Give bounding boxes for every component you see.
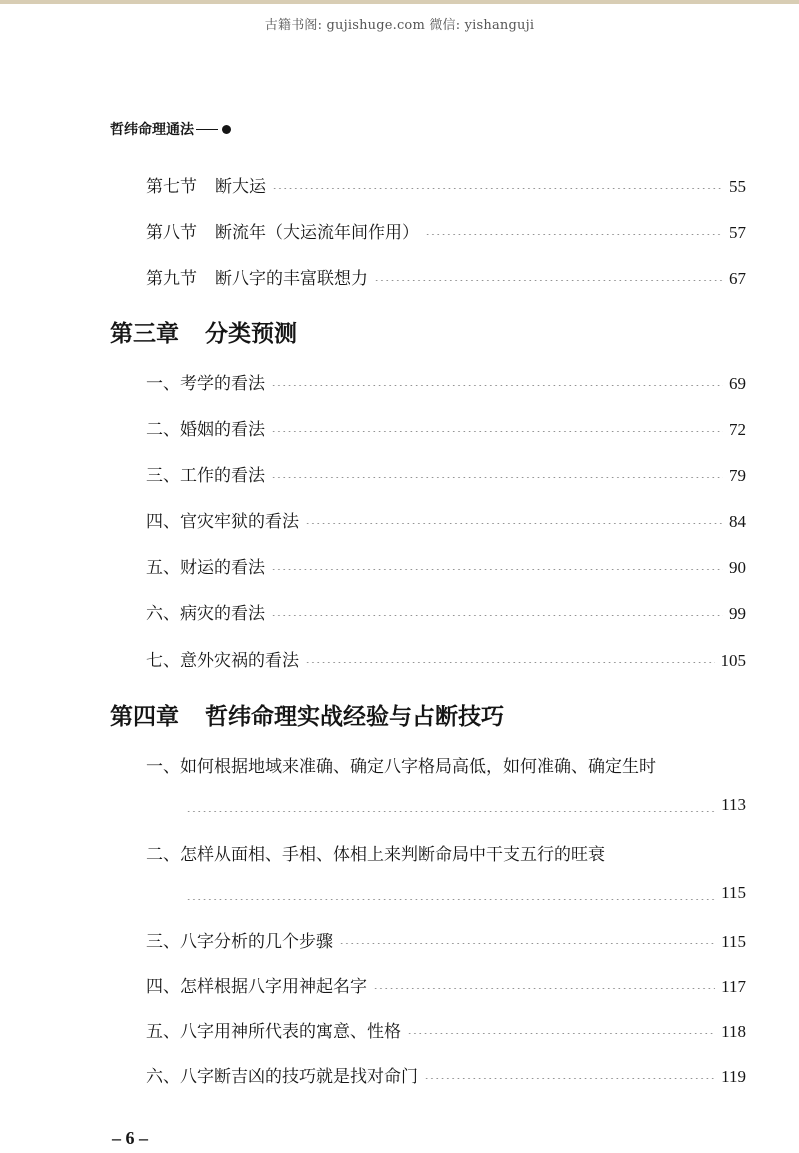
toc-entry-section-9[interactable] [146, 264, 746, 290]
toc-entry[interactable] [146, 1062, 746, 1088]
page-number: 90 [729, 558, 746, 577]
page-number: 57 [729, 223, 746, 242]
toc-entry[interactable] [146, 369, 746, 395]
top-border [0, 0, 799, 4]
section-title: 断八字的丰富联想力 [215, 269, 368, 289]
page-number: 119 [721, 1067, 746, 1086]
entry-label: 三、工作的看法 [146, 466, 265, 486]
section-number: 第九节 [146, 269, 197, 289]
page-number: 67 [729, 269, 746, 288]
toc-entry[interactable] [146, 599, 746, 625]
dot-leader [272, 188, 723, 189]
toc-entry-leader-line[interactable] [186, 795, 746, 821]
dot-leader [271, 615, 723, 616]
section-title: 断流年（大运流年间作用） [215, 223, 419, 243]
running-head-title: 哲纬命理通法 [110, 122, 194, 138]
dot-leader [271, 385, 723, 386]
dot-leader [271, 477, 723, 478]
toc-entry-leader-line[interactable] [186, 883, 746, 909]
chapter-title: 分类预测 [205, 321, 297, 347]
bullet-icon [222, 125, 231, 134]
dot-leader [424, 1078, 715, 1079]
dot-leader [407, 1033, 715, 1034]
entry-label: 五、八字用神所代表的寓意、性格 [146, 1022, 401, 1042]
entry-label: 一、考学的看法 [146, 374, 265, 394]
page-number: 115 [721, 883, 746, 902]
entry-label: 五、财运的看法 [146, 558, 265, 578]
page-number: 118 [721, 1022, 746, 1041]
entry-label: 七、意外灾祸的看法 [146, 651, 299, 671]
toc-entry[interactable] [146, 646, 746, 672]
running-head-dash [196, 129, 218, 130]
entry-label: 四、怎样根据八字用神起名字 [146, 977, 367, 997]
page-number: 105 [720, 651, 746, 670]
chapter-3-heading[interactable] [110, 315, 297, 348]
entry-label: 二、婚姻的看法 [146, 420, 265, 440]
section-number: 第八节 [146, 223, 197, 243]
toc-entry[interactable] [146, 507, 746, 533]
toc-entry[interactable] [146, 553, 746, 579]
toc-entry[interactable] [146, 1017, 746, 1043]
page-number: 113 [721, 795, 746, 814]
section-title: 断大运 [215, 177, 266, 197]
page-number: 84 [729, 512, 746, 531]
entry-label: 六、病灾的看法 [146, 604, 265, 624]
toc-entry[interactable] [146, 927, 746, 953]
toc-entry[interactable] [146, 461, 746, 487]
chapter-title: 哲纬命理实战经验与占断技巧 [205, 704, 504, 730]
page-number: 117 [721, 977, 746, 996]
dot-leader [186, 811, 715, 812]
page-number: 55 [729, 177, 746, 196]
page-folio: – 6 – [112, 1128, 148, 1148]
dot-leader [374, 280, 723, 281]
toc-entry-section-7[interactable] [146, 172, 746, 198]
toc-entry-section-8[interactable] [146, 218, 746, 244]
section-number: 第七节 [146, 177, 197, 197]
dot-leader [339, 943, 715, 944]
watermark: 古籍书阁: gujishuge.com 微信: yishanguji [264, 18, 535, 33]
entry-label: 六、八字断吉凶的技巧就是找对命门 [146, 1067, 418, 1087]
entry-label: 四、官灾牢狱的看法 [146, 512, 299, 532]
dot-leader [271, 431, 723, 432]
toc-entry[interactable] [146, 972, 746, 998]
page-number: 69 [729, 374, 746, 393]
entry-label: 三、八字分析的几个步骤 [146, 932, 333, 952]
dot-leader [305, 662, 715, 663]
page-number: 99 [729, 604, 746, 623]
page-number: 79 [729, 466, 746, 485]
chapter-number: 第四章 [110, 704, 179, 730]
chapter-4-heading[interactable] [110, 698, 504, 731]
page-number: 115 [721, 932, 746, 951]
page-number: 72 [729, 420, 746, 439]
dot-leader [271, 569, 723, 570]
dot-leader [373, 988, 715, 989]
running-head [110, 119, 231, 139]
dot-leader [425, 234, 723, 235]
chapter-number: 第三章 [110, 321, 179, 347]
dot-leader [186, 899, 715, 900]
toc-entry[interactable] [146, 415, 746, 441]
toc-entry-label-line[interactable]: 一、如何根据地域来准确、确定八字格局高低，如何准确、确定生时 [146, 757, 656, 777]
dot-leader [305, 523, 723, 524]
toc-entry-label-line[interactable]: 二、怎样从面相、手相、体相上来判断命局中干支五行的旺衰 [146, 845, 605, 865]
